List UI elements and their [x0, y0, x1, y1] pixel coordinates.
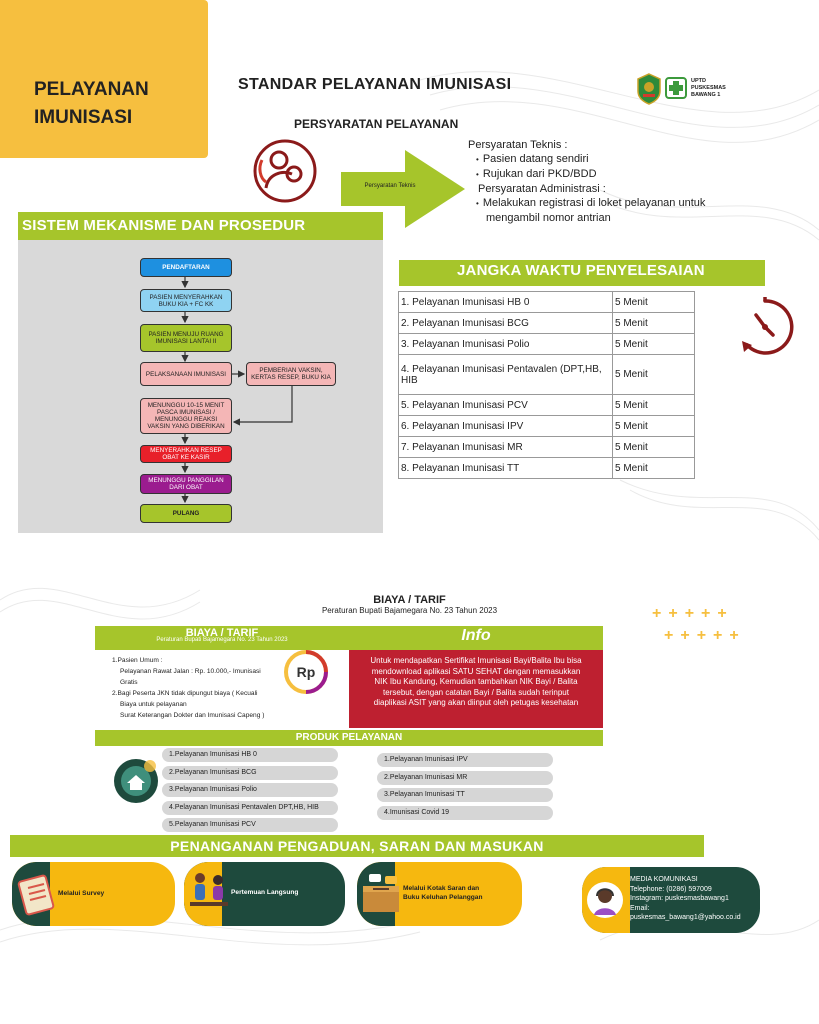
mechanism-title: SISTEM MEKANISME DAN PROSEDUR — [22, 217, 306, 234]
media-card — [582, 867, 760, 933]
duration-service: 3. Pelayanan Imunisasi Polio — [399, 334, 613, 355]
rupiah-symbol: Rp — [296, 664, 316, 680]
side-title-line2: IMUNISASI — [34, 107, 133, 128]
clipboard-icon — [16, 872, 60, 916]
products-title: PRODUK PELAYANAN — [95, 730, 603, 746]
tariff-box-regulation: Peraturan Bupati Bajamegara No. 23 Tahun 2023 — [156, 637, 288, 643]
suggestion-box-icon — [359, 870, 405, 918]
duration-service: 7. Pelayanan Imunisasi MR — [399, 437, 613, 458]
product-item: 2.Pelayanan Imunisasi MR — [377, 771, 553, 785]
call-agent-icon — [586, 881, 624, 919]
duration-time: 5 Menit — [613, 395, 695, 416]
media-title: MEDIA KOMUNIKASI — [630, 876, 698, 883]
media-instagram: Instagram: puskesmasbawang1 — [630, 895, 729, 902]
teknis-heading: Persyaratan Teknis : — [468, 139, 568, 151]
duration-time: 5 Menit — [613, 292, 695, 313]
duration-row — [399, 355, 695, 395]
duration-service: 5. Pelayanan Imunisasi PCV — [399, 395, 613, 416]
requirements-title: PERSYARATAN PELAYANAN — [294, 117, 459, 131]
admin-item-cont: mengambil nomor antrian — [486, 212, 611, 224]
admin-list — [468, 196, 728, 211]
teknis-item: • Rujukan dari PKD/BDD — [476, 167, 728, 182]
logo-text-line3: BAWANG 1 — [691, 92, 721, 98]
duration-row — [399, 313, 695, 334]
flow-step-buku-kia: PASIEN MENYERAHKAN BUKU KIA + FC KK — [140, 289, 232, 312]
tariff-box-header — [95, 626, 349, 650]
clock-icon — [733, 295, 797, 359]
flow-step-pulang: PULANG — [140, 504, 232, 523]
duration-row — [399, 395, 695, 416]
duration-row — [399, 416, 695, 437]
tariff-regulation: Peraturan Bupati Bajamegara No. 23 Tahun 2023 — [321, 606, 498, 615]
media-info — [630, 875, 741, 923]
duration-service: 4. Pelayanan Imunisasi Pentavalen (DPT,HB, HIB — [399, 355, 613, 395]
flow-step-pendaftaran: PENDAFTARAN — [140, 258, 232, 277]
duration-time: 5 Menit — [613, 416, 695, 437]
suggestion-box-line2: Buku Keluhan Pelanggan — [403, 894, 483, 901]
duration-title-bar — [399, 260, 765, 286]
flow-step-panggilan-obat: MENUNGGU PANGGILAN DARI OBAT — [140, 474, 232, 494]
tariff-box-heading: BIAYA / TARIF — [185, 627, 259, 639]
flow-step-resep-kasir: MENYERAHKAN RESEP OBAT KE KASIR — [140, 445, 232, 463]
tariff-item1-line1: 1.Pasien Umum : — [112, 657, 163, 664]
duration-time: 5 Menit — [613, 437, 695, 458]
teknis-list — [468, 152, 728, 182]
suggestion-box-label — [403, 884, 483, 902]
product-item: 4.Imunisasi Covid 19 — [377, 806, 553, 820]
meeting-label: Pertemuan Langsung — [231, 889, 299, 896]
survey-card — [12, 862, 175, 926]
flow-step-pemberian-vaksin: PEMBERIAN VAKSIN, KERTAS RESEP, BUKU KIA — [246, 362, 336, 386]
duration-time: 5 Menit — [613, 458, 695, 479]
side-title-box — [0, 0, 208, 158]
plus-decoration — [652, 603, 772, 647]
media-telephone: Telephone: (0286) 597009 — [630, 885, 712, 893]
duration-service: 8. Pelayanan Imunisasi TT — [399, 458, 613, 479]
media-email: puskesmas_bawang1@yahoo.co.id — [630, 914, 741, 921]
media-email-label: Email: — [630, 904, 650, 912]
duration-row — [399, 292, 695, 313]
side-title-line1: PELAYANAN — [34, 79, 149, 100]
duration-service: 6. Pelayanan Imunisasi IPV — [399, 416, 613, 437]
flowchart-panel — [18, 240, 383, 533]
flow-step-pelaksanaan: PELAKSANAAN IMUNISASI — [140, 362, 232, 386]
duration-time: 5 Menit — [613, 334, 695, 355]
duration-time: 5 Menit — [613, 313, 695, 334]
mechanism-title-bar — [18, 212, 383, 240]
plus-row: +++++ — [652, 605, 734, 622]
puskesmas-logo-icon — [665, 77, 687, 99]
admin-heading: Persyaratan Administrasi : — [478, 183, 606, 195]
duration-row — [399, 437, 695, 458]
info-header — [349, 626, 603, 650]
product-item: 3.Pelayanan Imunisasi Polio — [162, 783, 338, 797]
duration-table — [398, 291, 695, 479]
tariff-item2-line1: 2.Bagi Peserta JKN tidak dipungut biaya ( Kecuali — [112, 690, 258, 697]
requirements-text — [468, 138, 728, 225]
house-icon — [113, 758, 159, 804]
page-title: STANDAR PELAYANAN IMUNISASI — [238, 76, 512, 93]
regency-logo-icon — [636, 73, 662, 105]
mother-baby-icon — [252, 138, 318, 204]
flow-step-menunggu-reaksi: MENUNGGU 10-15 MENIT PASCA IMUNISASI / MENUNGGU REAKSI VAKSIN YANG DIBERIKAN — [140, 398, 232, 434]
survey-label: Melalui Survey — [58, 890, 105, 897]
duration-title: JANGKA WAKTU PENYELESAIAN — [457, 262, 705, 279]
product-item: 1.Pelayanan Imunisasi HB 0 — [162, 748, 338, 762]
tariff-item1-line3: Gratis — [120, 679, 138, 686]
admin-item: • Melakukan registrasi di loket pelayanan untuk — [476, 196, 728, 211]
tariff-item1-line2: Pelayanan Rawat Jalan : Rp. 10.000,- Imunisasi — [120, 668, 261, 675]
info-title: Info — [461, 627, 491, 644]
duration-row — [399, 458, 695, 479]
tariff-list — [112, 655, 282, 721]
tariff-heading: BIAYA / TARIF — [373, 594, 446, 606]
complaint-title: PENANGANAN PENGADUAN, SARAN DAN MASUKAN — [10, 835, 704, 857]
product-item: 1.Pelayanan Imunisasi IPV — [377, 753, 553, 767]
teknis-item: • Pasien datang sendiri — [476, 152, 728, 167]
logo-text-line2: PUSKESMAS — [691, 85, 726, 91]
tariff-item2-line3: Surat Keterangan Dokter dan Imunisasi Capeng ) — [120, 712, 265, 719]
suggestion-box-card — [357, 862, 522, 926]
product-item: 2.Pelayanan Imunisasi BCG — [162, 766, 338, 780]
duration-service: 2. Pelayanan Imunisasi BCG — [399, 313, 613, 334]
duration-time: 5 Menit — [613, 355, 695, 395]
puskesmas-logo-text — [691, 78, 739, 99]
rupiah-icon — [284, 650, 328, 694]
flow-step-ruang-imunisasi: PASIEN MENUJU RUANG IMUNISASI LANTAI II — [140, 324, 232, 352]
info-box: Untuk mendapatkan Sertifikat Imunisasi Bayi/Balita Ibu bisa mendownload aplikasi SATU SEHAT dengan memasukkan NIK Ibu Kandung, Kemudian tambahkan NIK Bayi / Balita tersebut, dengan catatan Bayi / Balita sudah terinput diaplikasi ASIT yang akan diinput oleh petugas kesehatan — [349, 650, 603, 728]
meeting-people-icon — [186, 868, 232, 920]
duration-row — [399, 334, 695, 355]
logo-text-line1: UPTD — [691, 78, 706, 84]
product-item: 3.Pelayanan Imunisasi TT — [377, 788, 553, 802]
arrow-label: Persyaratan Teknis — [364, 183, 416, 189]
product-item: 4.Pelayanan Imunisasi Pentavalen DPT,HB, HIB — [162, 801, 338, 815]
plus-row: +++++ — [664, 627, 746, 644]
meeting-card — [184, 862, 345, 926]
suggestion-box-line1: Melalui Kotak Saran dan — [403, 885, 480, 892]
product-item: 5.Pelayanan Imunisasi PCV — [162, 818, 338, 832]
tariff-item2-line2: Biaya untuk pelayanan — [120, 701, 187, 708]
duration-service: 1. Pelayanan Imunisasi HB 0 — [399, 292, 613, 313]
